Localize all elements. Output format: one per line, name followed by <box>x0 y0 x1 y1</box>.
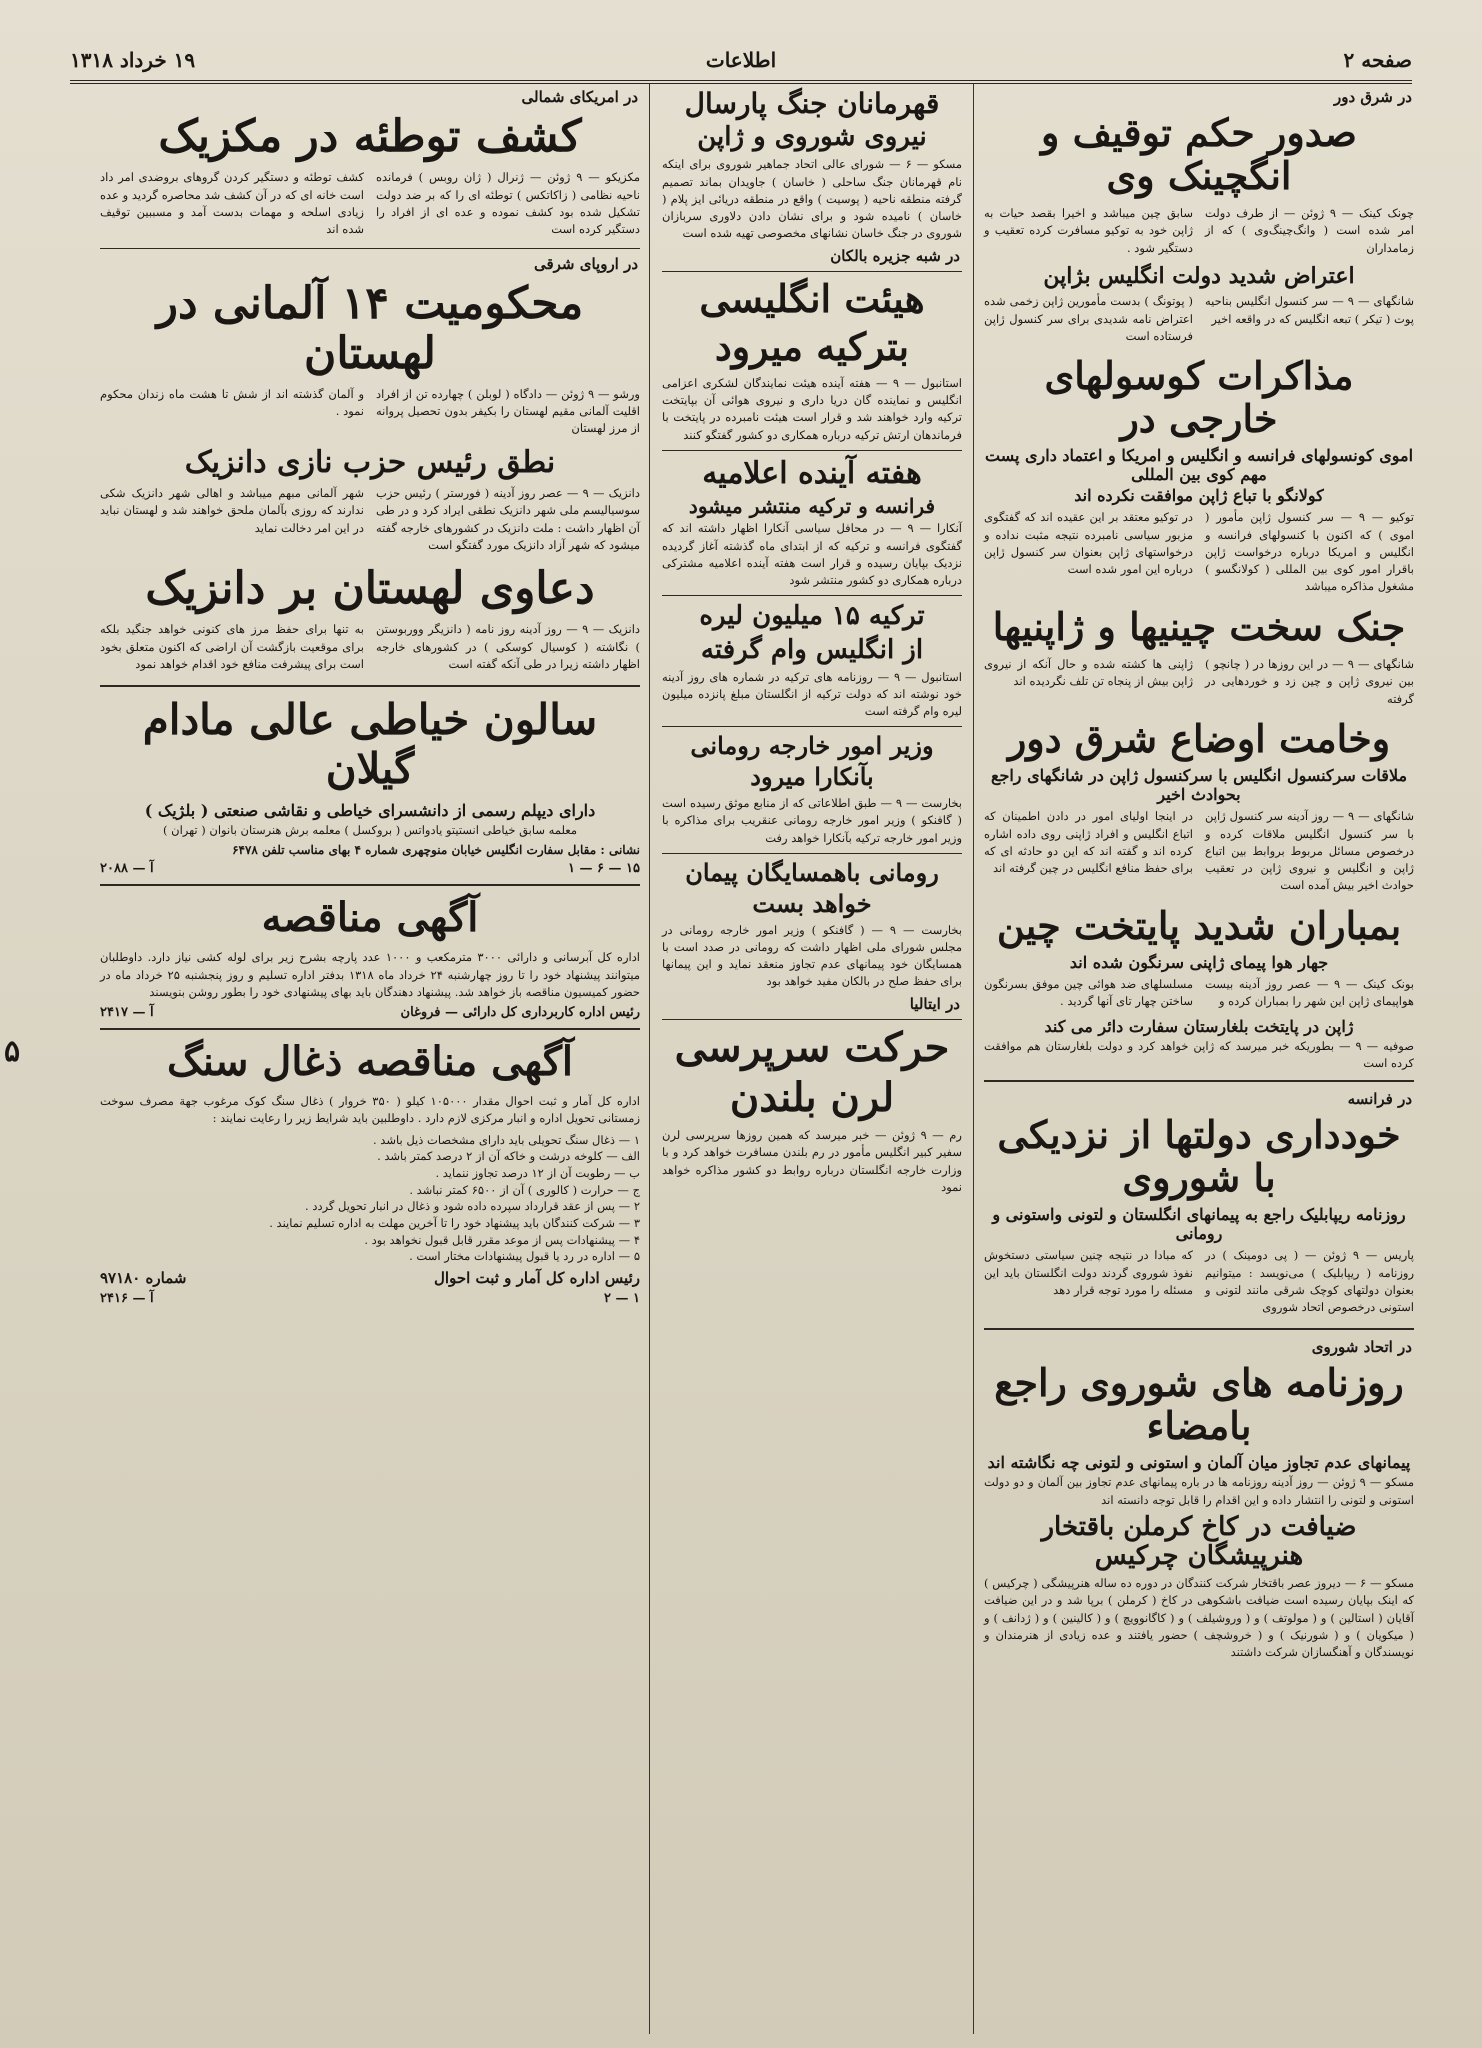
headline: نیروی شوروی و ژاپن <box>697 122 927 153</box>
article-text: مسکو — ۹ ژوئن — روز آدینه روزنامه ها در باره پیمانهای عدم تجاوز بین آلمان و دو دولت استونی و لتونی را انتشار داده و این اقدام را قابل توجه دانسته اند <box>984 1475 1414 1507</box>
ad-subtitle: دارای دیپلم رسمی از دانشسرای خیاطی و نقاشی صنعتی ( بلژیک ) <box>144 801 596 821</box>
headline: دعاوی لهستان بر دانزیک <box>145 563 595 615</box>
headline: خودداری دولتها از نزدیکی با شوروی <box>997 1112 1401 1200</box>
column-left <box>100 84 640 1306</box>
headline: جنک سخت چینیها و ژاپنیها <box>992 603 1406 649</box>
subheadline: ملاقات سرکنسول انگلیس با سرکنسول ژاپن در شانگهای راجع بحوادث اخیر <box>990 766 1408 805</box>
subheadline: روزنامه ریپابلیک راجع به پیمانهای انگلستان و لتونی واستونی و رومانی <box>992 1205 1406 1244</box>
headline: ضیافت در کاخ کرملن باقتخار هنرپیشگان چرکیس <box>1041 1511 1357 1571</box>
column-rule <box>973 84 974 2034</box>
article-text: ( پوتونگ ) بدست مأمورین ژاپن زخمی شده اعتراض نامه شدیدی برای سر کنسول ژاپن فرستاده است <box>984 294 1193 343</box>
masthead <box>70 46 1412 84</box>
headline: ترکیه ۱۵ میلیون لیره <box>699 601 925 632</box>
page-number: صفحه ۲ <box>1343 48 1412 72</box>
list-item: ۱ — ذغال سنگ تحویلی باید دارای مشخصات ذیل باشد . <box>372 1132 640 1147</box>
ad-date: ۱۵ — ۶ — ۱ <box>567 861 640 877</box>
article-text: مکزیکو — ۹ ژوئن — ژنرال ( ژان روبس ) فرمانده ناحیه نظامی ( زاکاتکس ) توطئه ای را که بر ضد دولت تشکیل شده بود کشف نموده و عده ای از افراد را دستگیر کرده است <box>376 170 640 237</box>
article-text: و آلمان گذشته اند از شش تا هشت ماه زندان محکوم نمود . <box>100 386 364 419</box>
article-text: آنکارا — ۹ — در محافل سیاسی آنکارا اظهار داشته اند که گفتگوی فرانسه و ترکیه که از ابتدای ماه گذشته آغاز گردیده نزدیک بپایان رسیده و قرار است هفته آینده اعلامیه مشترکی درباره همکاری دو کشور منتشر شود <box>662 521 962 588</box>
list-item: ب — رطوبت آن از ۱۲ درصد تجاوز ننماید . <box>435 1166 640 1180</box>
article-text: بخارست — ۹ — ( گافنکو ) وزیر امور خارجه رومانی در مجلس شورای ملی اظهار داشت که رومانی در صدد است با همسایگان خود پیمانهای عدم تجاوز منعقد نماید و این پیمانها برای حفظ صلح در بالکان مفید خواهد بود <box>662 922 963 989</box>
tailor-advertisement <box>100 695 640 876</box>
ad-code: آ — ۲۴۱۶ <box>100 1291 154 1307</box>
article-text: توکیو — ۹ — سر کنسول ژاپن مأمور ( اموی ) که اکنون با کنسولهای فرانسه و انگلیس و امریکا درباره درخواست ژاپن باقرار امور کوی بین المللی ( کولانگسو ) مشغول مذاکره میباشد <box>1205 510 1414 594</box>
headline: صدور حکم توقیف و انگچینک وی <box>1041 110 1357 198</box>
ad-number: شماره ۹۷۱۸۰ <box>100 1269 187 1288</box>
article-text: شانگهای — ۹ — روز آدینه سر کنسول ژاپن با سر کنسول انگلیس ملاقات کرده و درخصوص مسائل مربوط بروابط بین اتباع ژاپن و انگلیس و نیروی ژاپن در تعقیب حوادث اخیر بیش آمده است <box>1205 809 1414 893</box>
headline: از انگلیس وام گرفته <box>700 634 924 665</box>
article-text: شانگهای — ۹ — در این روزها در ( چانچو ) بین نیروی ژاپن و چین زد و خوردهایی در گرفته <box>1205 657 1415 706</box>
subheadline: کولانگو با تباع ژاپن موافقت نکرده اند <box>1074 486 1324 506</box>
article-text: صوفیه — ۹ — بطوریکه خبر میرسد که ژاپن خواهد کرد و دولت بلغارستان هم موافقت کرده است <box>984 1038 1414 1070</box>
headline: وزیر امور خارجه رومانی <box>690 731 934 761</box>
ad-text: اداره کل آبرسانی و دارائی ۳۰۰۰ مترمکعب و ۱۰۰۰ عدد پارچه بشرح زیر برای لوله کشی نیاز دارد. داوطلبان میتوانند پیشنهاد خود را تا روز چهارشنبه ۲۴ خرداد ماه ۱۳۱۸ بدفتر اداره تسلیم و روز پنجشنبه ۲۵ خرداد ماه در حضور کمیسیون مناقصه باز خواهد شد. پیشنهاد دهندگان باید بهای پیشنهادی خود را بطور روشن بنویسند <box>100 950 641 999</box>
ad-text: اداره کل آمار و ثبت احوال مقدار ۱۰۵۰۰۰ کیلو ( ۳۵۰ خروار ) ذغال سنگ کوک مرغوب جهة مصرف سوخت زمستانی تحویل اداره و انبار مرکزی لازم دارد . داوطلبین باید شرایط زیر را رعایت نمایند : <box>100 1094 641 1126</box>
headline: خواهد بست <box>752 888 872 918</box>
tender-conditions <box>100 1132 640 1265</box>
article-text: کشف توطئه و دستگیر کردن گروهای بروضدی امر داد است خانه ای که در آن کشف شد محاصره گردید و عده زیادی اسلحه و مهمات بدست آمد و مسببین توقیف شده اند <box>100 170 364 237</box>
list-item: ۲ — پس از عقد قرارداد سپرده داده شود و ذغال در انبار تحویل گردد . <box>305 1199 640 1214</box>
article-text: به تنها برای حفظ مرز های کنونی خواهد جنگید بلکه برای موقعیت بازگشت آن اراضی که اکنون متعلق بخود است برای پیشرفت منافع خود اقدام خواهد نمود <box>100 622 364 671</box>
headline: وخامت اوضاع شرق دور <box>1007 715 1391 761</box>
headline: لرن بلندن <box>729 1074 895 1122</box>
coal-tender-notice <box>100 1038 640 1306</box>
headline: نطق رئیس حزب نازی دانزیک <box>184 444 556 480</box>
article-text: مسکو — ۶ — شورای عالی اتحاد جماهیر شوروی برای اینکه نام قهرمانان جنگ ساحلی ( خاسان ) جاویدان بماند تصمیم گرفته منطقه ناحیه ( پوسیت ) واقع در منطقه دریائی ایز پلام ( خاسان ) نامیده شود و برای نشان دادن دلاوری سربازان شوروی در جنگ خاسان نشانهای مخصوصی تهیه شده است <box>662 157 962 241</box>
article-text: استانبول — ۹ — روزنامه های ترکیه در شماره های روز آدینه خود نوشته اند که دولت ترکیه از انگلستان مبلغ پانزده میلیون لیره وام گرفته است <box>662 669 962 719</box>
article-text: شانگهای — ۹ — سر کنسول انگلیس بناحیه پوت ( تیکر ) تبعه انگلیس که در واقعه اخیر <box>1205 294 1414 326</box>
ad-date: ۱ — ۲ <box>603 1291 640 1307</box>
article-text: چونک کینک — ۹ ژوئن — از طرف دولت امر شده است ( وانگ‌چینگ‌وی ) که از زمامداران <box>1205 206 1414 255</box>
ad-signature: رئیس اداره کل آمار و ثبت احوال <box>434 1269 640 1288</box>
ad-code: آ — ۲۴۱۷ <box>100 1005 154 1021</box>
headline: محکومیت ۱۴ آلمانی در لهستان <box>156 278 584 379</box>
headline: مذاکرات کوسولهای خارجی در <box>1044 353 1354 441</box>
headline: بمباران شدید پایتخت چین <box>996 902 1402 948</box>
ad-address: نشانی : مقابل سفارت انگلیس خیابان منوچهری شماره ۴ بهای مناسب تلفن ۶۴۷۸ <box>232 843 640 858</box>
subheadline: پیمانهای عدم تجاوز میان آلمان و استونی و لتونی چه نگاشته اند <box>987 1453 1411 1473</box>
headline: هیئت انگلیسی <box>699 275 925 321</box>
list-item: ۴ — پیشنهادات پس از موعد مقرر قابل قبول نخواهد بود . <box>364 1232 640 1247</box>
article-text: بونک کینک — ۹ — عصر روز آدینه بیست هواپیمای ژاپن این شهر را بمباران کرده و <box>1205 977 1414 1009</box>
ad-code: آ — ۲۰۸۸ <box>100 861 154 877</box>
headline: اعتراض شدید دولت انگلیس بژاپن <box>1043 262 1355 289</box>
section-label: در شرق دور <box>1333 88 1412 106</box>
article-text: مسکو — ۶ — دیروز عصر باقتخار شرکت کنندگان در دوره ده ساله هنرپیشگی ( چرکیس ) که اینک بپایان رسیده است ضیافت باشکوهی در کاخ ( کرملن ) برپا شد و در این ضیافت آقایان ( استالین ) و ( مولوتف ) و ( وروشیلف ) و ( کاگانوویچ ) و ( کالینین ) و ( ژدانف ) و ( میکویان ) و ( شورنیک ) و ( خروشچف ) حضور یافتند و عده زیادی از هنرمندان و نویسندگان و آهنگسازان شرکت داشتند <box>984 1576 1414 1660</box>
ad-title: سالون خیاطی عالی مادام گیلان <box>142 695 598 794</box>
section-label: در اروپای شرقی <box>533 255 638 274</box>
ad-title: آگهی مناقصه ذغال سنگ <box>166 1038 573 1086</box>
margin-mark: ۵ <box>4 1034 21 1069</box>
subheadline: فرانسه و ترکیه منتشر میشود <box>688 494 936 519</box>
section-label: در امریکای شمالی <box>521 88 638 106</box>
article-text: دانزیک — ۹ — روز آدینه روز نامه ( دانزیگر ووربوستن ) نگاشته ( کوسیال کوسکی ) در کشورهای خارجه اظهار داشته زیرا در طی آنکه گفته است <box>376 622 641 671</box>
section-label: در شبه جزیره بالکان <box>830 246 960 265</box>
paper-name: اطلاعات <box>705 48 777 72</box>
ad-signature: رئیس اداره کاربرداری کل دارائی — فروغان <box>400 1005 640 1021</box>
article-text: دانزیک — ۹ — عصر روز آدینه ( فورستر ) رئیس حزب سوسیالیسم ملی شهر دانزیک نطقی ایراد کرد و در طی آن اظهار داشت : ملت دانزیک در کشورهای خارجه گفته میشود که شهر آزاد دانزیک مورد گفتگو است <box>376 486 640 552</box>
article-text: مسلسلهای ضد هوائی چین موفق بسرنگون ساختن چهار تای آنها گردید . <box>984 977 1193 1009</box>
issue-date: ۱۹ خرداد ۱۳۱۸ <box>70 48 196 72</box>
list-item: ۳ — شرکت کنندگان باید پیشنهاد خود را تا آخرین مهلت به اداره تسلیم نمایند . <box>269 1216 640 1231</box>
column-middle <box>662 84 962 1200</box>
article-text: ورشو — ۹ ژوئن — دادگاه ( لوبلن ) چهارده تن از افراد اقلیت آلمانی مقیم لهستان را بکیفر بدون تحصیل پروانه از مرز لهستان <box>376 386 640 436</box>
column-right <box>984 84 1414 1665</box>
ad-text: معلمه سابق خیاطی انستیتو یادواتس ( بروکسل ) معلمه برش هنرستان بانوان ( تهران ) <box>162 823 577 838</box>
article-text: سابق چین میباشد و اخیرا بقصد حیات به ژاپن خود به توکیو مسافرت کرده تعقیب و دستگیر شود . <box>984 206 1193 255</box>
ad-title: آگهی مناقصه <box>261 894 479 942</box>
article-text: بخارست — ۹ — طبق اطلاعاتی که از منابع موثق رسیده است ( گافنکو ) وزیر امور خارجه رومانی عنقریب برای مذاکره با وزیر امور خارجه ترکیه بآنکارا خواهد رفت <box>662 796 962 845</box>
article-text: استانبول — ۹ — هفته آینده هیئت نمایندگان لشکری اعزامی انگلیس و نماینده گان دریا داری و نیروی هوائی آن بپایتخت ترکیه وارد خواهند شد و قرار است هیئت نامبرده در پایتخت با فرماندهان ارتش ترکیه درباره همکاری دو کشور گفتگو کنند <box>662 375 962 442</box>
subheadline: ژاپن در پایتخت بلغارستان سفارت دائر می کند <box>1044 1016 1354 1036</box>
article-text: ژاپنی ها کشته شده و حال آنکه از نیروی ژاپن بیش از پنجاه تن تلف نگردیده اند <box>984 657 1193 689</box>
list-item: الف — کلوخه درشت و خاکه آن از ۲ درصد کمتر باشد . <box>377 1149 640 1164</box>
headline: هفته آینده اعلامیه <box>702 455 922 491</box>
list-item: ۵ — اداره در رد یا قبول پیشنهادات مختار است . <box>409 1249 640 1264</box>
article-text: در توکیو معتقد بر این عقیده اند که گفتگوی مزبور سیاسی نامبرده نتیجه مثبت نداده و درخواستهای ژاپن بعنوان سر کنسول ژاپن درباره این امور شده است <box>984 510 1193 577</box>
list-item: ج — حرارت ( کالوری ) آن از ۶۵۰۰ کمتر نباشد . <box>409 1182 640 1197</box>
subheadline: جهار هوا پیمای ژاپنی سرنگون شده اند <box>1069 953 1329 973</box>
article-text: پاریس — ۹ ژوئن — ( پی دومینک ) در روزنامه ( ریپابلیک ) می‌نویسد : میتوانیم بعنوان دولتهای کوچک شرقی مانند لتونی و استونی درخصوص اتحاد شوروی <box>1205 1248 1414 1315</box>
tender-notice <box>100 894 640 1020</box>
headline: کشف توطئه در مکزیک <box>158 111 582 162</box>
headline: بترکیه میرود <box>714 324 910 370</box>
article-text: رم — ۹ ژوئن — خبر میرسد که همین روزها سرپرسی لرن سفیر کبیر انگلیس مأمور در رم بلندن مسافرت خواهد کرد و با وزارت خارجه انگلستان درباره روابط دو کشور مذاکره خواهد نمود <box>662 1128 962 1194</box>
article-text: که مبادا در نتیجه چنین سیاستی دستخوش نفوذ شوروی گردند دولت انگلستان باید این مسئله را مورد توجه قرار دهد <box>984 1248 1193 1297</box>
section-label: در فرانسه <box>1347 1090 1412 1109</box>
column-rule <box>649 84 650 2034</box>
headline: قهرمانان جنگ پارسال <box>684 87 940 120</box>
article-text: شهر آلمانی مبهم میباشد و اهالی شهر دانزیک شکی ندارند که روزی بآلمان ملحق خواهند شد و لهستان نباید در این امر دخالت نماید <box>100 486 364 535</box>
section-label: در ایتالیا <box>909 994 960 1013</box>
article-text: در اینجا اولیای امور در دادن اطمینان که اتباع انگلیس و افراد ژاپنی روی داده اشاره کرده اند و گفته اند که این دو حادثه ای که برای حفظ منافع انگلیس در چین گرفته اند <box>984 809 1193 876</box>
subheadline: اموی کونسولهای فرانسه و انگلیس و امریکا و اعتماد داری پست مهم کوی بین المللی <box>984 446 1414 485</box>
headline: رومانی باهمسایگان پیمان <box>685 857 939 887</box>
headline: بآنکارا میرود <box>750 762 874 792</box>
headline: روزنامه های شوروی راجع بامضاء <box>994 1360 1404 1448</box>
section-label: در اتحاد شوروی <box>1311 1338 1412 1357</box>
headline: حرکت سرپرسی <box>674 1023 950 1071</box>
